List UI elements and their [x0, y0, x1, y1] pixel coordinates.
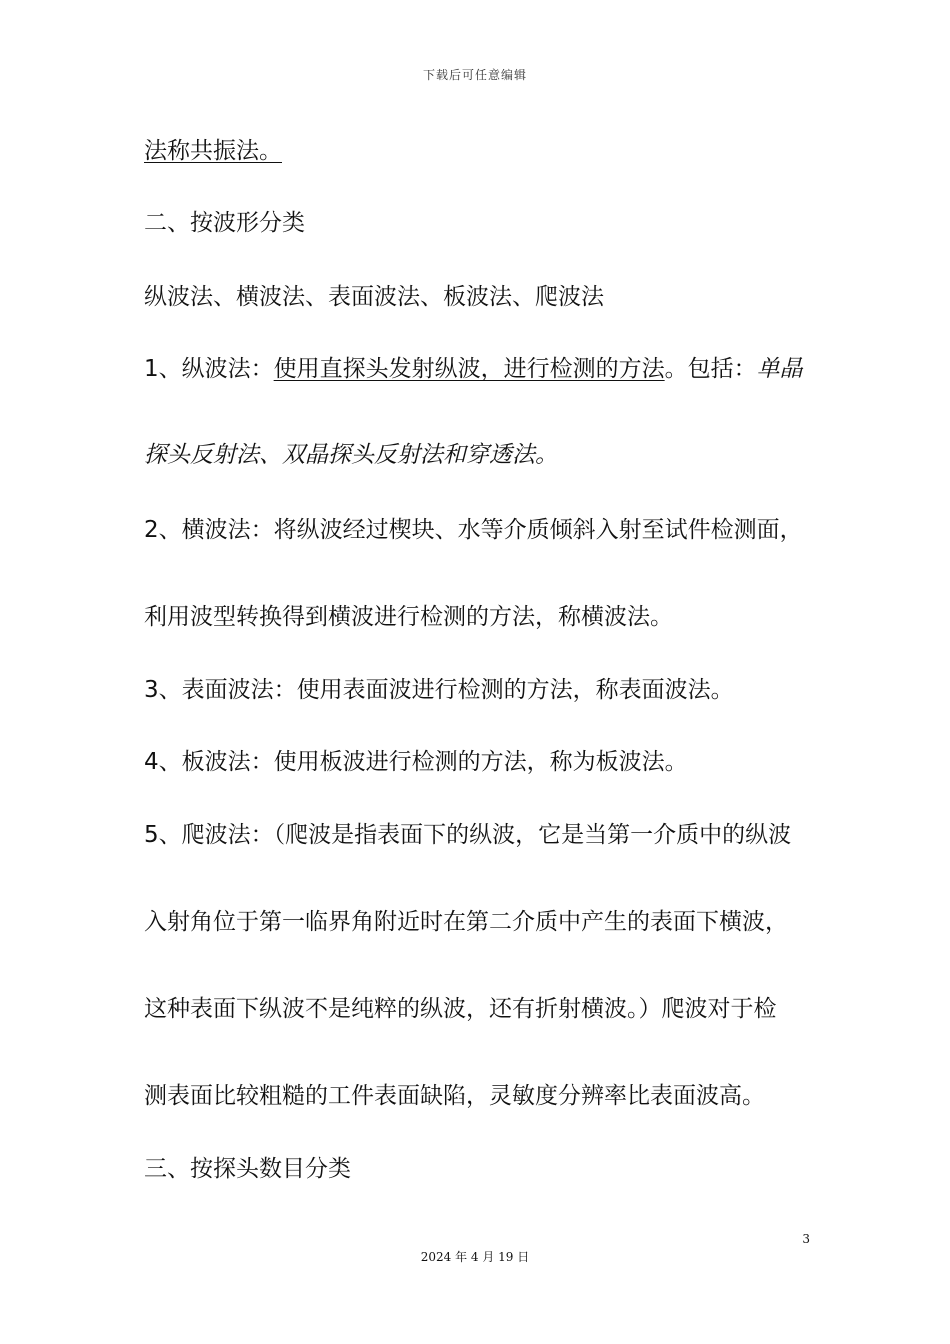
section-heading-probe-count: 三、按探头数目分类 [144, 1156, 351, 1182]
italic-text: 单晶 [756, 356, 803, 382]
text-line-creeping-cont-1: 入射角位于第一临界角附近时在第二介质中产生的表面下横波， [144, 909, 788, 935]
text-line-1 [144, 136, 824, 166]
text-line-shear-cont: 利用波型转换得到横波进行检测的方法，称横波法。 [144, 604, 673, 630]
text-line-shear: 2、横波法：将纵波经过楔块、水等介质倾斜入射至试件检测面， [144, 517, 803, 543]
text-line-surface: 3、表面波法：使用表面波进行检测的方法，称表面波法。 [144, 677, 734, 703]
page-header: 下载后可任意编辑 [422, 68, 527, 82]
underlined-text: 法称共振法。 [144, 138, 282, 164]
text-line-creeping-cont-2: 这种表面下纵波不是纯粹的纵波，还有折射横波。）爬波对于检 [144, 996, 777, 1022]
item-prefix: 1、纵波法： [144, 356, 274, 382]
page-footer-date: 2024 年 4 月 19 日 [420, 1250, 530, 1264]
section-heading-waveform: 二、按波形分类 [144, 210, 305, 236]
underlined-definition: 使用直探头发射纵波，进行检测的方法 [273, 356, 665, 382]
text-line-plate: 4、板波法：使用板波进行检测的方法，称为板波法。 [144, 749, 688, 775]
text-line-creeping: 5、爬波法：（爬波是指表面下的纵波，它是当第一介质中的纵波 [144, 822, 792, 848]
text-line-methods-list: 纵波法、横波法、表面波法、板波法、爬波法 [144, 284, 604, 310]
text-line-longitudinal [144, 354, 824, 384]
page-number: 3 [802, 1232, 810, 1246]
text-line-italic-continuation: 探头反射法、双晶探头反射法和穿透法。 [144, 442, 558, 468]
text-line-creeping-cont-3: 测表面比较粗糙的工件表面缺陷，灵敏度分辨率比表面波高。 [144, 1083, 765, 1109]
item-middle: 。包括： [664, 356, 757, 382]
